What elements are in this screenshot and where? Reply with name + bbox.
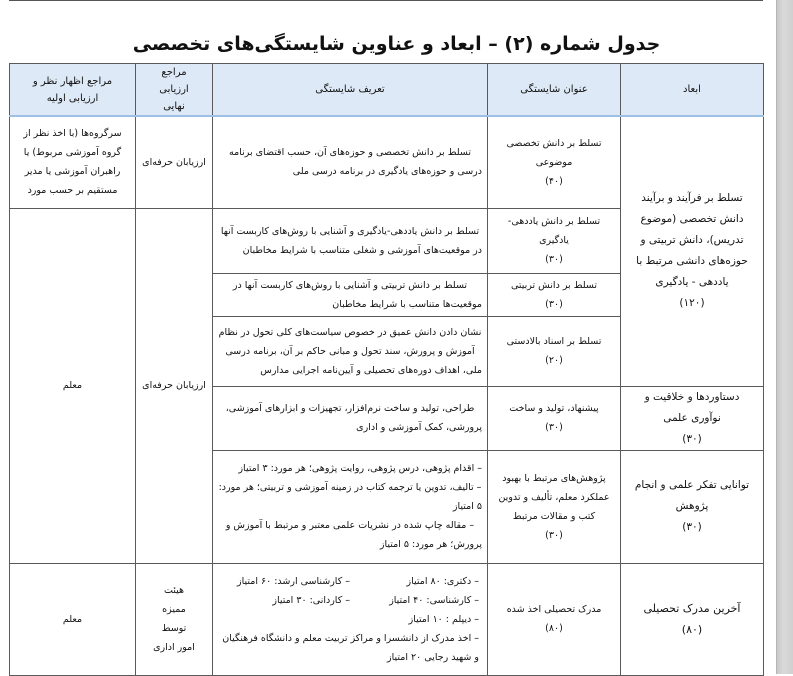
final-ref-cell: ارزیابان حرفه‌ای (136, 116, 213, 208)
competency-definition-cell (213, 208, 488, 273)
header-final-evaluation-ref: مراجع ارزیابی نهایی (136, 64, 213, 117)
competency-definition: تسلط بر دانش تخصصی و حوزه‌های آن، حسب اقتضای برنامه درسی و حوزه‌های یادگیری در برنامه درسی ملی (229, 147, 482, 178)
header-competency-title: عنوان شایستگی (488, 64, 621, 117)
competency-title: تسلط بر دانش تربیتی (510, 279, 598, 291)
competency-title: پیشنهاد، تولید و ساخت (509, 403, 599, 414)
competency-title: تسلط بر دانش یاددهی-یادگیری (507, 216, 601, 246)
competency-title-cell (488, 208, 621, 273)
definition-item: – اقدام پژوهی، درس پژوهی، روایت پژوهی؛ هر مورد: ۳ امتیاز (238, 463, 482, 474)
dimension-points: (۸۰) (681, 623, 703, 636)
competency-definition: تسلط بر دانش یاددهی-یادگیری و آشنایی با روش‌های کاربست آنها در موقعیت‌های آموزشی و شغلی متناسب با شرایط مخاطبان (220, 225, 482, 256)
dimension-label: آخرین مدرک تحصیلی (643, 602, 741, 615)
competency-points: (۲۰) (545, 355, 563, 366)
final-ref-cell: هیئت ممیزه توسط امور اداری (136, 563, 213, 675)
table-title: جدول شماره (۲) – ابعاد و عناوین شایستگی‌های تخصصی (132, 33, 661, 55)
dimension-cell (621, 386, 764, 450)
header-competency-definition: تعریف شایستگی (213, 64, 488, 117)
competency-definition-cell (213, 273, 488, 316)
dimension-cell (621, 116, 764, 386)
competency-points: (۳۰) (545, 422, 563, 433)
table-header-row (10, 64, 764, 117)
competency-title-cell (488, 273, 621, 316)
definition-item: – تالیف، تدوین یا ترجمه کتاب در زمینه آموزشی و تربیتی؛ هر مورد: ۵ امتیاز (218, 482, 482, 512)
dimension-points: (۳۰) (682, 521, 702, 533)
competency-points: (۸۰) (545, 623, 563, 634)
final-ref-cell: ارزیابان حرفه‌ای (136, 208, 213, 563)
dimension-points: (۱۲۰) (679, 297, 705, 310)
dimension-points: (۳۰) (682, 432, 702, 445)
competency-title-cell (488, 116, 621, 208)
competency-points: (۴۰) (545, 175, 563, 187)
dimension-cell (621, 563, 764, 675)
degree-associate: – کاردانی: ۳۰ امتیاز (272, 594, 350, 606)
competency-definition-cell (213, 450, 488, 563)
competency-points: (۳۰) (545, 254, 563, 265)
initial-ref-cell: معلم (10, 563, 136, 675)
competency-definition: تسلط بر دانش تربیتی و آشنایی با روش‌های کاربست آنها در موقعیت‌ها متناسب با شرایط مخاطبان (232, 279, 482, 310)
header-initial-evaluation-ref: مراجع اظهار نظر و ارزیابی اولیه (10, 64, 136, 117)
competency-points: (۳۰) (545, 298, 563, 310)
definition-item: – مقاله چاپ شده در نشریات علمی معتبر و مرتبط با آموزش و پرورش؛ هر مورد: ۵ امتیاز (225, 520, 482, 550)
dimension-label: تسلط بر فرآیند و برآیند دانش تخصصی (موضوع تدریس)، دانش تربیتی و حوزه‌های دانشی مرتبط با یاددهی - یادگیری (636, 192, 748, 289)
competency-title: تسلط بر دانش تخصصی موضوعی (506, 137, 602, 168)
dimension-label: دستاوردها و خلاقیت و نوآوری علمی (644, 390, 740, 424)
competency-definition-cell (213, 316, 488, 386)
competency-definition: طراحی، تولید و ساخت نرم‌افزار، تجهیزات و ابزارهای آموزشی، پرورشی، کمک آموزشی و اداری (225, 403, 482, 433)
competency-definition-cell (213, 116, 488, 208)
table-row (10, 116, 764, 208)
degree-points-list (213, 572, 487, 667)
competency-title: مدرک تحصیلی اخذ شده (506, 604, 602, 615)
header-dimension: ابعاد (621, 64, 764, 117)
competency-definition-cell (213, 386, 488, 450)
table-row (10, 563, 764, 675)
initial-ref-cell: سرگروه‌ها (با اخذ نظر از گروه آموزشی مربوط) یا راهبران آموزشی یا مدیر مستقیم بر حسب مورد (10, 116, 136, 208)
competency-title-cell (488, 563, 621, 675)
competency-definition: نشان دادن دانش عمیق در خصوص سیاست‌های کلی تحول در نظام آموزش و پرورش، سند تحول و مبانی حاکم بر آن، برنامه درسی ملی، اهداف دوره‌های تحصیلی و آیین‌نامه اجرایی مدارس (218, 326, 482, 376)
competency-table (9, 63, 764, 676)
degree-bonus: – اخذ مدرک از دانشسرا و مراکز تربیت معلم و دانشگاه فرهنگیان و شهید رجایی ۲۰ امتیاز (222, 632, 479, 663)
degree-masters: – کارشناسی ارشد: ۶۰ امتیاز (237, 575, 350, 587)
previous-table-bottom-edge (9, 0, 763, 1)
degree-bachelors: – کارشناسی: ۴۰ امتیاز (389, 594, 479, 606)
degree-points-cell (213, 563, 488, 675)
degree-doctorate: – دکتری: ۸۰ امتیاز (406, 575, 479, 587)
competency-title: تسلط بر اسناد بالادستی (506, 336, 602, 347)
competency-title-cell (488, 316, 621, 386)
dimension-label: توانایی تفکر علمی و انجام پژوهش (634, 479, 750, 512)
competency-points: (۳۰) (545, 529, 563, 541)
competency-title-cell (488, 386, 621, 450)
initial-ref-cell: معلم (10, 208, 136, 563)
dimension-cell (621, 450, 764, 563)
degree-diploma: – دیپلم : ۱۰ امتیاز (408, 613, 479, 625)
competency-title: پژوهش‌های مرتبط با بهبود عملکرد معلم، تألیف و تدوین کتب و مقالات مرتبط (498, 472, 610, 522)
competency-title-cell (488, 450, 621, 563)
vertical-scrollbar[interactable] (776, 0, 793, 674)
